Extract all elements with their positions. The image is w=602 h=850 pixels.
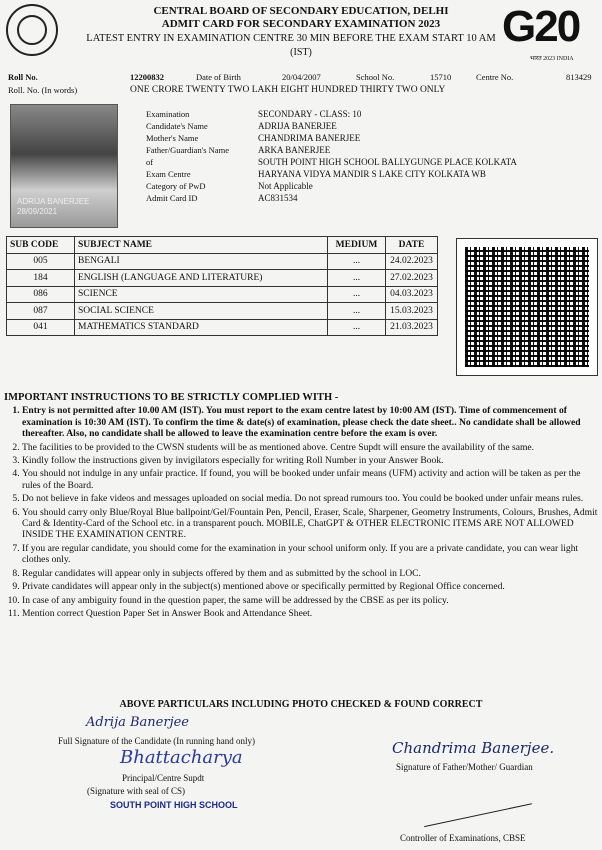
medium: ... (328, 303, 386, 320)
detail-row (146, 108, 517, 120)
g20-logo: G20 (502, 2, 580, 51)
detail-label: Category of PwD (146, 181, 206, 191)
sub-code: 184 (7, 270, 75, 287)
checked-statement: ABOVE PARTICULARS INCLUDING PHOTO CHECKED & FOUND CORRECT (119, 699, 483, 710)
exam-date: 15.03.2023 (386, 303, 438, 320)
roll-words-label: Roll. No. (In words) (8, 85, 78, 95)
principal-signature: Bhattacharya (120, 747, 243, 768)
board-title: CENTRAL BOARD OF SECONDARY EDUCATION, DELHI (153, 5, 449, 17)
instruction-item: 10. In case of any ambiguity found in the question paper, the same will be addressed by the CBSE as per its policy. (22, 595, 600, 606)
detail-row (146, 192, 517, 204)
instruction-item: 11. Mention correct Question Paper Set in Answer Book and Attendance Sheet. (22, 608, 600, 619)
sub-code: 086 (7, 286, 75, 303)
subject-name: ENGLISH (LANGUAGE AND LITERATURE) (75, 270, 328, 287)
detail-label: Exam Centre (146, 169, 191, 179)
dob-value: 20/04/2007 (282, 72, 321, 82)
centre-label: Centre No. (476, 72, 514, 82)
exam-date: 04.03.2023 (386, 286, 438, 303)
medium: ... (328, 319, 386, 336)
detail-label: Candidate's Name (146, 121, 208, 131)
instruction-item: 3. Kindly follow the instructions given by invigilators especially for writing Roll Number in your Answer Book. (22, 455, 600, 466)
roll-words: ONE CRORE TWENTY TWO LAKH EIGHT HUNDRED THIRTY TWO ONLY (130, 85, 446, 95)
instructions (4, 392, 600, 621)
table-row (7, 270, 438, 287)
sub-code: 005 (7, 253, 75, 270)
entry-notice-ist: (IST) (290, 47, 312, 58)
col-date: DATE (386, 237, 438, 254)
g20-logo-subtext: भारत 2023 INDIA (530, 56, 574, 62)
dob-label: Date of Birth (196, 72, 241, 82)
school-label: School No. (356, 72, 395, 82)
exam-date: 24.02.2023 (386, 253, 438, 270)
detail-row (146, 120, 517, 132)
detail-row (146, 156, 517, 168)
detail-value: HARYANA VIDYA MANDIR S LAKE CITY KOLKATA WB (258, 169, 486, 179)
photo-caption-date: 28/09/2021 (17, 207, 58, 216)
entry-notice: LATEST ENTRY IN EXAMINATION CENTRE 30 MIN BEFORE THE EXAM START 10 AM (86, 33, 496, 44)
instruction-item: 9. Private candidates will appear only in the subject(s) mentioned above or specifically permitted by Regional Office concerned. (22, 581, 600, 592)
detail-label: of (146, 157, 154, 167)
col-sub-code: SUB CODE (7, 237, 75, 254)
table-row (7, 286, 438, 303)
school-stamp: SOUTH POINT HIGH SCHOOL (110, 800, 238, 810)
controller-label: Controller of Examinations, CBSE (400, 833, 526, 843)
centre-number: 813429 (566, 72, 592, 82)
subject-name: BENGALI (75, 253, 328, 270)
candidate-photo (10, 104, 118, 228)
detail-value: SOUTH POINT HIGH SCHOOL BALLYGUNGE PLACE KOLKATA (258, 157, 517, 167)
col-subject-name: SUBJECT NAME (75, 237, 328, 254)
sub-code: 087 (7, 303, 75, 320)
photo-caption-name: ADRIJA BANERJEE (17, 197, 90, 206)
detail-row (146, 168, 517, 180)
detail-label: Examination (146, 109, 190, 119)
candidate-signature-label: Full Signature of the Candidate (In running hand only) (58, 736, 255, 746)
roll-number: 12200832 (130, 72, 164, 82)
exam-date: 21.03.2023 (386, 319, 438, 336)
detail-row (146, 180, 517, 192)
instruction-item: 1. Entry is not permitted after 10.00 AM (IST). You must report to the exam centre latest by 10:00 AM (IST). Time of commencement of examination is 10:30 AM (IST). To confirm the time & date(s) of examination, please check the date sheet.. No candidate shall be allowed thereafter. Also, no candidate shall be allowed to leave the examination centre before the exam is over. (22, 405, 600, 439)
detail-value: Not Applicable (258, 181, 313, 191)
detail-value: SECONDARY - CLASS: 10 (258, 109, 362, 119)
detail-label: Mother's Name (146, 133, 199, 143)
exam-date: 27.02.2023 (386, 270, 438, 287)
table-row (7, 319, 438, 336)
controller-signature (418, 775, 532, 827)
detail-row (146, 132, 517, 144)
admit-card-title: ADMIT CARD FOR SECONDARY EXAMINATION 2023 (161, 18, 441, 30)
instruction-item: 6. You should carry only Blue/Royal Blue ballpoint/Gel/Fountain Pen, Pencil, Eraser, Scale, Sharpener, Geometry Instruments, Colours, Brushes, Admit Card & Identity-Card of the School etc. in a transparent pouch. MOBILE, ChatGPT & OTHER ELECTRONIC ITEMS ARE NOT ALLOWED INSIDE THE EXAMINATION CENTRE. (22, 507, 600, 541)
detail-value: ARKA BANERJEE (258, 145, 331, 155)
medium: ... (328, 286, 386, 303)
detail-value: ADRIJA BANERJEE (258, 121, 337, 131)
detail-value: CHANDRIMA BANERJEE (258, 133, 361, 143)
instruction-item: 4. You should not indulge in any unfair practice. If found, you will be booked under unfair means (UFM) activity and action will be taken as per the rules of the Board. (22, 468, 600, 491)
candidate-details (146, 108, 517, 204)
principal-label: Principal/Centre Supdt (122, 773, 205, 783)
instruction-item: 5. Do not believe in fake videos and messages uploaded on social media. Do not spread rumours too. You could be booked under unfair means rules. (22, 493, 600, 504)
medium: ... (328, 270, 386, 287)
principal-label-seal: (Signature with seal of CS) (87, 786, 185, 796)
instruction-item: 8. Regular candidates will appear only in subjects offered by them and as submitted by the school in LOC. (22, 568, 600, 579)
table-header (7, 237, 438, 254)
subject-name: SOCIAL SCIENCE (75, 303, 328, 320)
instruction-item: 7. If you are regular candidate, you should come for the examination in your school uniform only. If you are a private candidate, you can wear light clothes only. (22, 543, 600, 566)
instruction-item: 2. The facilities to be provided to the CWSN students will be as mentioned above. Centre Supdt will ensure the availability of the same. (22, 442, 600, 453)
table-row (7, 253, 438, 270)
candidate-signature: Adrija Banerjee (86, 715, 189, 730)
subjects-table (6, 236, 438, 336)
detail-value: AC831534 (258, 193, 298, 203)
detail-label: Admit Card ID (146, 193, 198, 203)
table-row (7, 303, 438, 320)
guardian-signature-label: Signature of Father/Mother/ Guardian (396, 762, 533, 772)
qr-code (456, 238, 598, 376)
sub-code: 041 (7, 319, 75, 336)
roll-label: Roll No. (8, 72, 38, 82)
detail-row (146, 144, 517, 156)
instructions-title: IMPORTANT INSTRUCTIONS TO BE STRICTLY COMPLIED WITH - (4, 392, 339, 403)
detail-label: Father/Guardian's Name (146, 145, 229, 155)
subject-name: MATHEMATICS STANDARD (75, 319, 328, 336)
guardian-signature: Chandrima Banerjee. (392, 739, 555, 757)
school-number: 15710 (430, 72, 452, 82)
subject-name: SCIENCE (75, 286, 328, 303)
col-medium: MEDIUM (328, 237, 386, 254)
medium: ... (328, 253, 386, 270)
